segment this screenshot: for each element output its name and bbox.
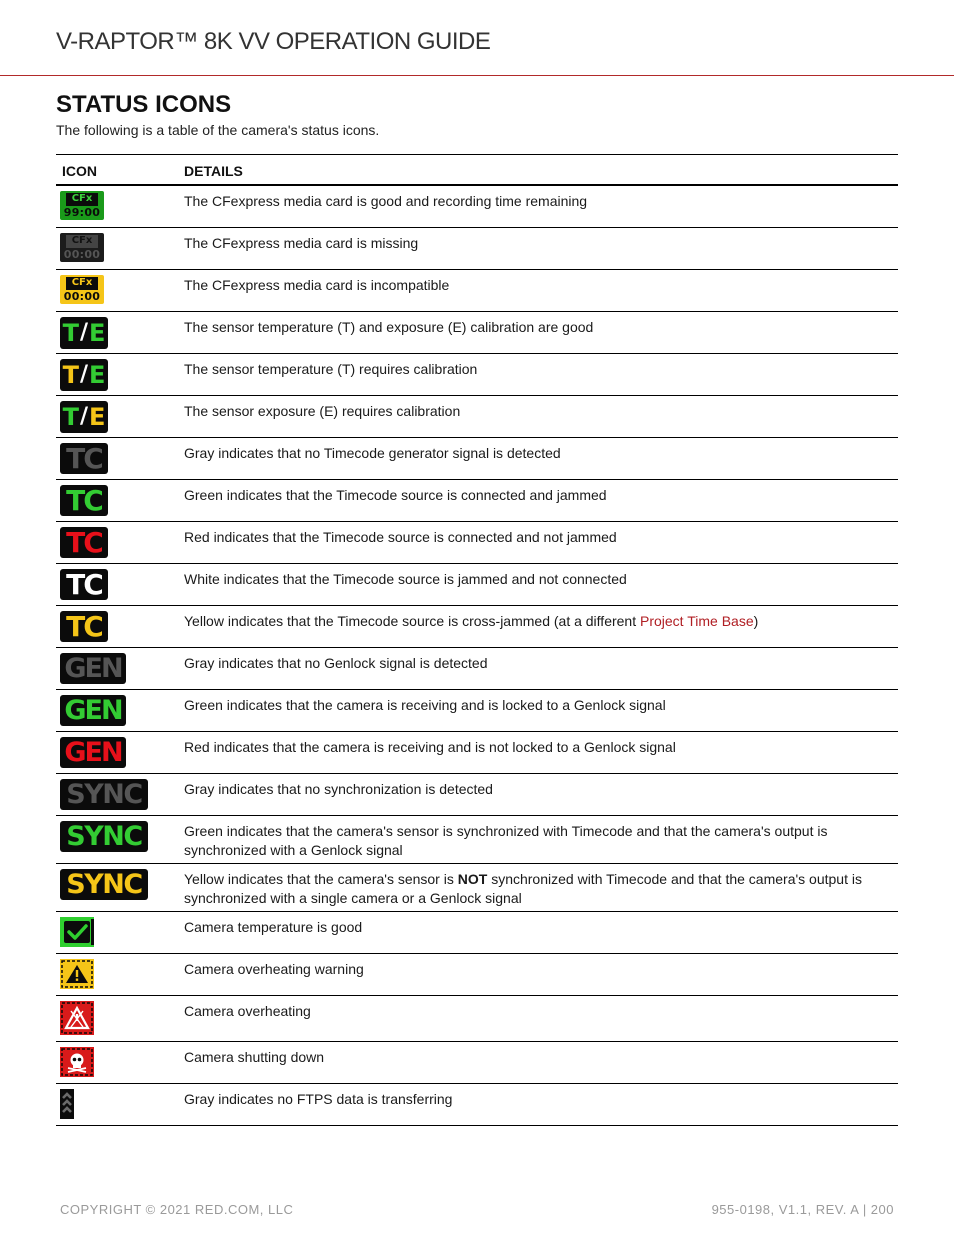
table-row	[56, 227, 898, 269]
detail-text: Yellow indicates that the camera's sensor is NOT synchronized with Timecode and that the camera's output is synchronized with a single camera or a Genlock signal	[184, 863, 898, 911]
table-row	[56, 815, 898, 863]
table-row	[56, 1083, 898, 1125]
table-row	[56, 311, 898, 353]
table-row	[56, 1041, 898, 1083]
table-row	[56, 731, 898, 773]
detail-text: The sensor temperature (T) requires calibration	[184, 353, 898, 395]
tc-green-icon: TC	[60, 485, 108, 516]
table-row	[56, 647, 898, 689]
sync-gray-icon: SYNC	[60, 779, 148, 810]
cfx-good-icon: CFx 99:00	[60, 191, 104, 220]
te-exposure-calibration-icon: T / E	[60, 401, 108, 433]
detail-text: Gray indicates that no Genlock signal is detected	[184, 647, 898, 689]
detail-text: The sensor temperature (T) and exposure (E) calibration are good	[184, 311, 898, 353]
cfx-incompatible-icon: CFx 00:00	[60, 275, 104, 304]
detail-text: The CFexpress media card is good and recording time remaining	[184, 185, 898, 227]
cfx-missing-icon: CFx 00:00	[60, 233, 104, 262]
table-row	[56, 605, 898, 647]
detail-text: Green indicates that the Timecode source is connected and jammed	[184, 479, 898, 521]
te-good-icon: T / E	[60, 317, 108, 349]
temperature-good-icon	[60, 917, 94, 947]
detail-text: Gray indicates that no Timecode generator signal is detected	[184, 437, 898, 479]
table-header-row	[56, 155, 898, 186]
table-row	[56, 395, 898, 437]
detail-text: Yellow indicates that the Timecode source is cross-jammed (at a different Project Time Base)	[184, 605, 898, 647]
detail-text: The sensor exposure (E) requires calibration	[184, 395, 898, 437]
detail-text: Gray indicates no FTPS data is transferring	[184, 1083, 898, 1125]
tc-red-icon: TC	[60, 527, 108, 558]
te-temp-calibration-icon: T / E	[60, 359, 108, 391]
footer-copyright: COPYRIGHT © 2021 RED.COM, LLC	[60, 1202, 294, 1217]
tc-gray-icon: TC	[60, 443, 108, 474]
detail-text: Red indicates that the camera is receiving and is not locked to a Genlock signal	[184, 731, 898, 773]
gen-green-icon: GEN	[60, 695, 126, 726]
detail-text: Camera overheating	[184, 995, 898, 1041]
gen-gray-icon: GEN	[60, 653, 126, 684]
detail-text: Green indicates that the camera is receiving and is locked to a Genlock signal	[184, 689, 898, 731]
table-row	[56, 521, 898, 563]
sync-yellow-icon: SYNC	[60, 869, 148, 900]
table-row	[56, 689, 898, 731]
footer-document-reference: 955-0198, V1.1, REV. A | 200	[711, 1202, 894, 1217]
overheating-icon	[60, 1001, 94, 1035]
table-row	[56, 269, 898, 311]
document-header-title: V-RAPTOR™ 8K VV OPERATION GUIDE	[56, 28, 491, 55]
project-time-base-link[interactable]: Project Time Base	[640, 612, 754, 629]
table-row	[56, 863, 898, 911]
table-row	[56, 185, 898, 227]
overheating-warning-icon	[60, 959, 94, 989]
tc-yellow-icon: TC	[60, 611, 108, 642]
detail-text: Green indicates that the camera's sensor is synchronized with Timecode and that the camera's output is synchronized with a Genlock signal	[184, 815, 898, 863]
section-intro: The following is a table of the camera's status icons.	[56, 122, 380, 138]
detail-text: Red indicates that the Timecode source is connected and not jammed	[184, 521, 898, 563]
tc-white-icon: TC	[60, 569, 108, 600]
table-row	[56, 995, 898, 1041]
detail-text: Camera overheating warning	[184, 953, 898, 995]
table-row	[56, 563, 898, 605]
status-icons-table	[56, 154, 898, 1126]
column-header-icon: ICON	[56, 155, 184, 186]
sync-green-icon: SYNC	[60, 821, 148, 852]
table-row	[56, 353, 898, 395]
detail-text: White indicates that the Timecode source is jammed and not connected	[184, 563, 898, 605]
detail-text: The CFexpress media card is missing	[184, 227, 898, 269]
detail-text: The CFexpress media card is incompatible	[184, 269, 898, 311]
section-title: STATUS ICONS	[56, 91, 232, 118]
detail-text: Camera shutting down	[184, 1041, 898, 1083]
ftps-gray-icon	[60, 1089, 74, 1119]
detail-text: Camera temperature is good	[184, 911, 898, 953]
gen-red-icon: GEN	[60, 737, 126, 768]
detail-text: Gray indicates that no synchronization is detected	[184, 773, 898, 815]
table-row	[56, 911, 898, 953]
table-row	[56, 479, 898, 521]
column-header-details: DETAILS	[184, 155, 898, 186]
table-row	[56, 773, 898, 815]
header-divider	[0, 75, 954, 76]
shutting-down-icon	[60, 1047, 94, 1077]
table-row	[56, 437, 898, 479]
table-row	[56, 953, 898, 995]
